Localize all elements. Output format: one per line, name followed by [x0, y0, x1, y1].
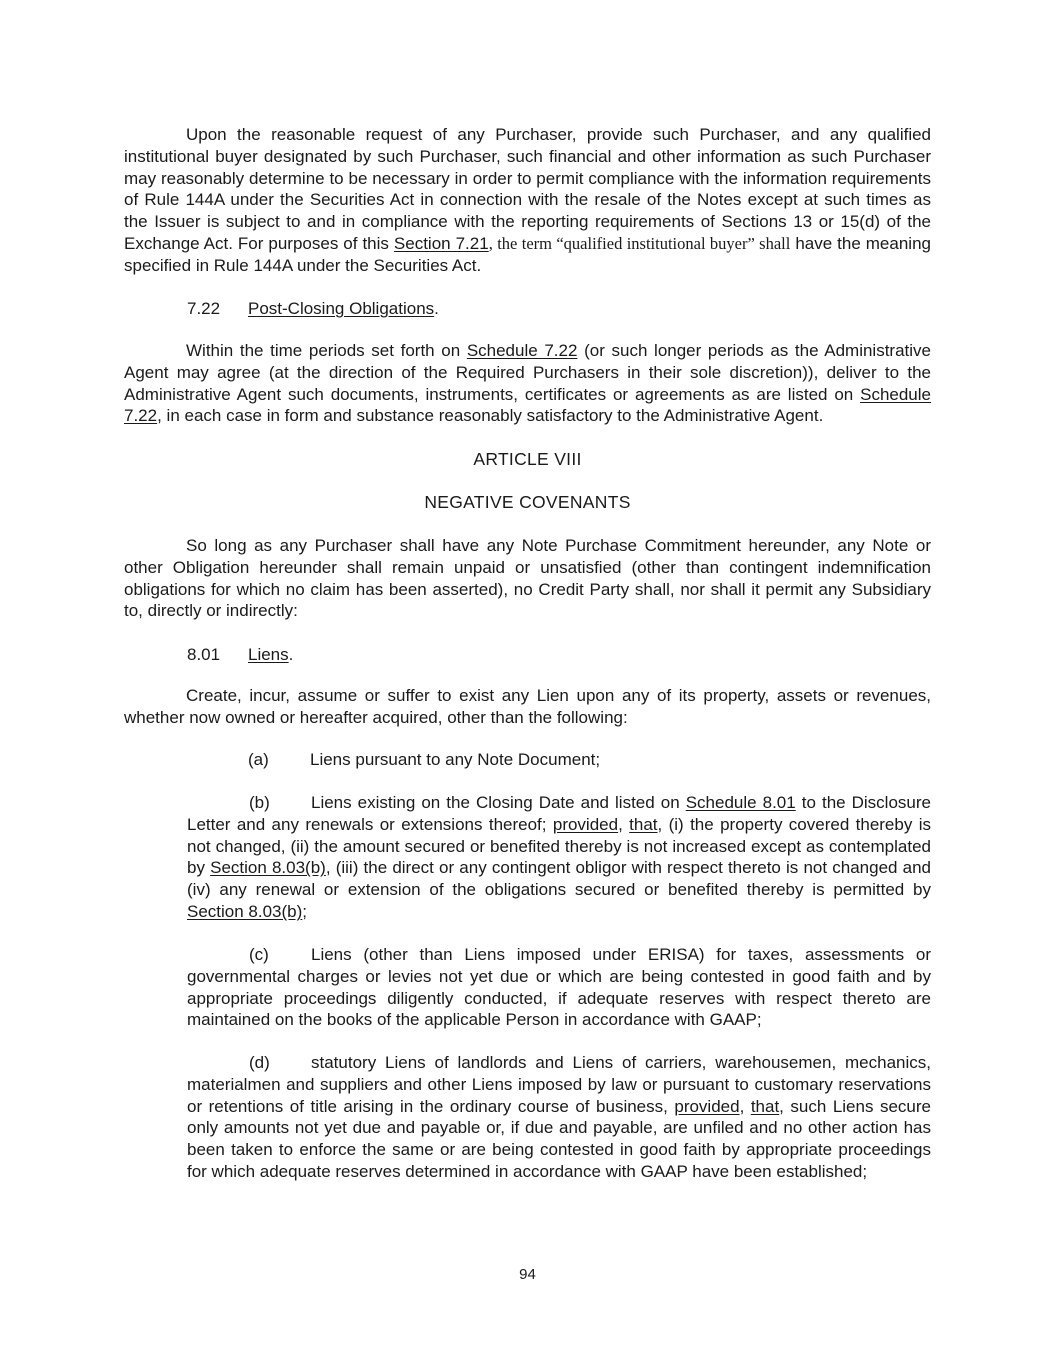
clause-b-label: (b) — [249, 793, 270, 812]
clause-b: (b) Liens existing on the Closing Date and listed on Schedule 8.01 to the Disclosure Letter and any renewals or extensions thereof; provided, that, (i) the property covered thereby is not changed, (ii) the amount secured or benefited thereby is not increased except as contemplated by Section 8.03(b), (iii) the direct or any contingent obligor with respect thereto is not changed and (iv) any renewal or extension of the obligations secured or benefited thereby is permitted by Section 8.03(b); — [187, 793, 931, 921]
link-schedule-8-01: Schedule 8.01 — [685, 793, 796, 812]
paragraph-liens-intro: Create, incur, assume or suffer to exist any Lien upon any of its property, assets or revenues, whether now owned or hereafter acquired, other than the following: — [124, 686, 931, 727]
clause-c: (c) Liens (other than Liens imposed under ERISA) for taxes, assessments or governmental charges or levies not yet due or which are being contested in good faith and by appropriate proceedings diligently conducted, if adequate reserves with respect thereto are maintained on the books of the applicable Person in accordance with GAAP; — [187, 945, 931, 1030]
article-heading: ARTICLE VIII — [473, 449, 582, 469]
section-title-8-01: Liens. — [248, 645, 294, 664]
section-number-7-22: 7.22 — [187, 299, 221, 318]
link-section-8-03b-second: Section 8.03(b) — [187, 901, 303, 921]
clause-d: (d) statutory Liens of landlords and Liens of carriers, warehousemen, mechanics, materialmen and suppliers and other Liens imposed by law or pursuant to customary reservations or retentions of title arising in the ordinary course of business, provided, that, such Liens secure only amounts not yet due and payable or, if due and payable, are unfiled and no other action has been taken to enforce the same or are being contested in good faith by appropriate proceedings for which adequate reserves determined in accordance with GAAP have been established; — [187, 1053, 931, 1181]
link-section-8-03b: Section 8.03(b) — [210, 858, 326, 878]
paragraph-negative-covenants-intro: So long as any Purchaser shall have any Note Purchase Commitment hereunder, any Note or other Obligation hereunder shall remain unpaid or unsatisfied (other than contingent indemnification obligations for which no claim has been asserted), no Credit Party shall, nor shall it permit any Subsidiary to, directly or indirectly: — [124, 536, 931, 621]
clause-a-label: (a) — [248, 750, 269, 769]
clause-c-label: (c) — [249, 945, 269, 964]
article-title: NEGATIVE COVENANTS — [424, 492, 631, 512]
clause-a: (a) Liens pursuant to any Note Document; — [248, 750, 601, 769]
page-number: 94 — [519, 1266, 536, 1283]
link-section-7-21: Section 7.21 — [393, 233, 489, 253]
paragraph-rule-144a: Upon the reasonable request of any Purchaser, provide such Purchaser, and any qualified institutional buyer designated by such Purchaser, such financial and other information as such Purchaser may reasonably determine to be necessary in order to permit compliance with the information requirements of Rule 144A under the Securities Act in connection with the resale of the Notes except at such times as the Issuer is subject to and in compliance with the reporting requirements of Sections 13 or 15(d) of the Exchange Act. For purposes of this Section 7.21, the term “qualified institutional buyer” shall have the meaning specified in Rule 144A under the Securities Act. — [124, 125, 931, 275]
section-number-8-01: 8.01 — [187, 645, 221, 664]
section-title-7-22: Post-Closing Obligations. — [248, 299, 439, 318]
link-schedule-7-22: Schedule 7.22 — [466, 341, 578, 360]
clause-d-label: (d) — [249, 1053, 270, 1072]
link-schedule-7-22-second: Schedule 7.22 — [124, 384, 931, 426]
paragraph-post-closing: Within the time periods set forth on Schedule 7.22 (or such longer periods as the Administrative Agent may agree (at the direction of the Required Purchasers in their sole discretion)), deliver to the Administrative Agent such documents, instruments, certificates or agreements as are listed on Schedule 7.22, in each case in form and substance reasonably satisfactory to the Administrative Agent. — [124, 341, 932, 426]
